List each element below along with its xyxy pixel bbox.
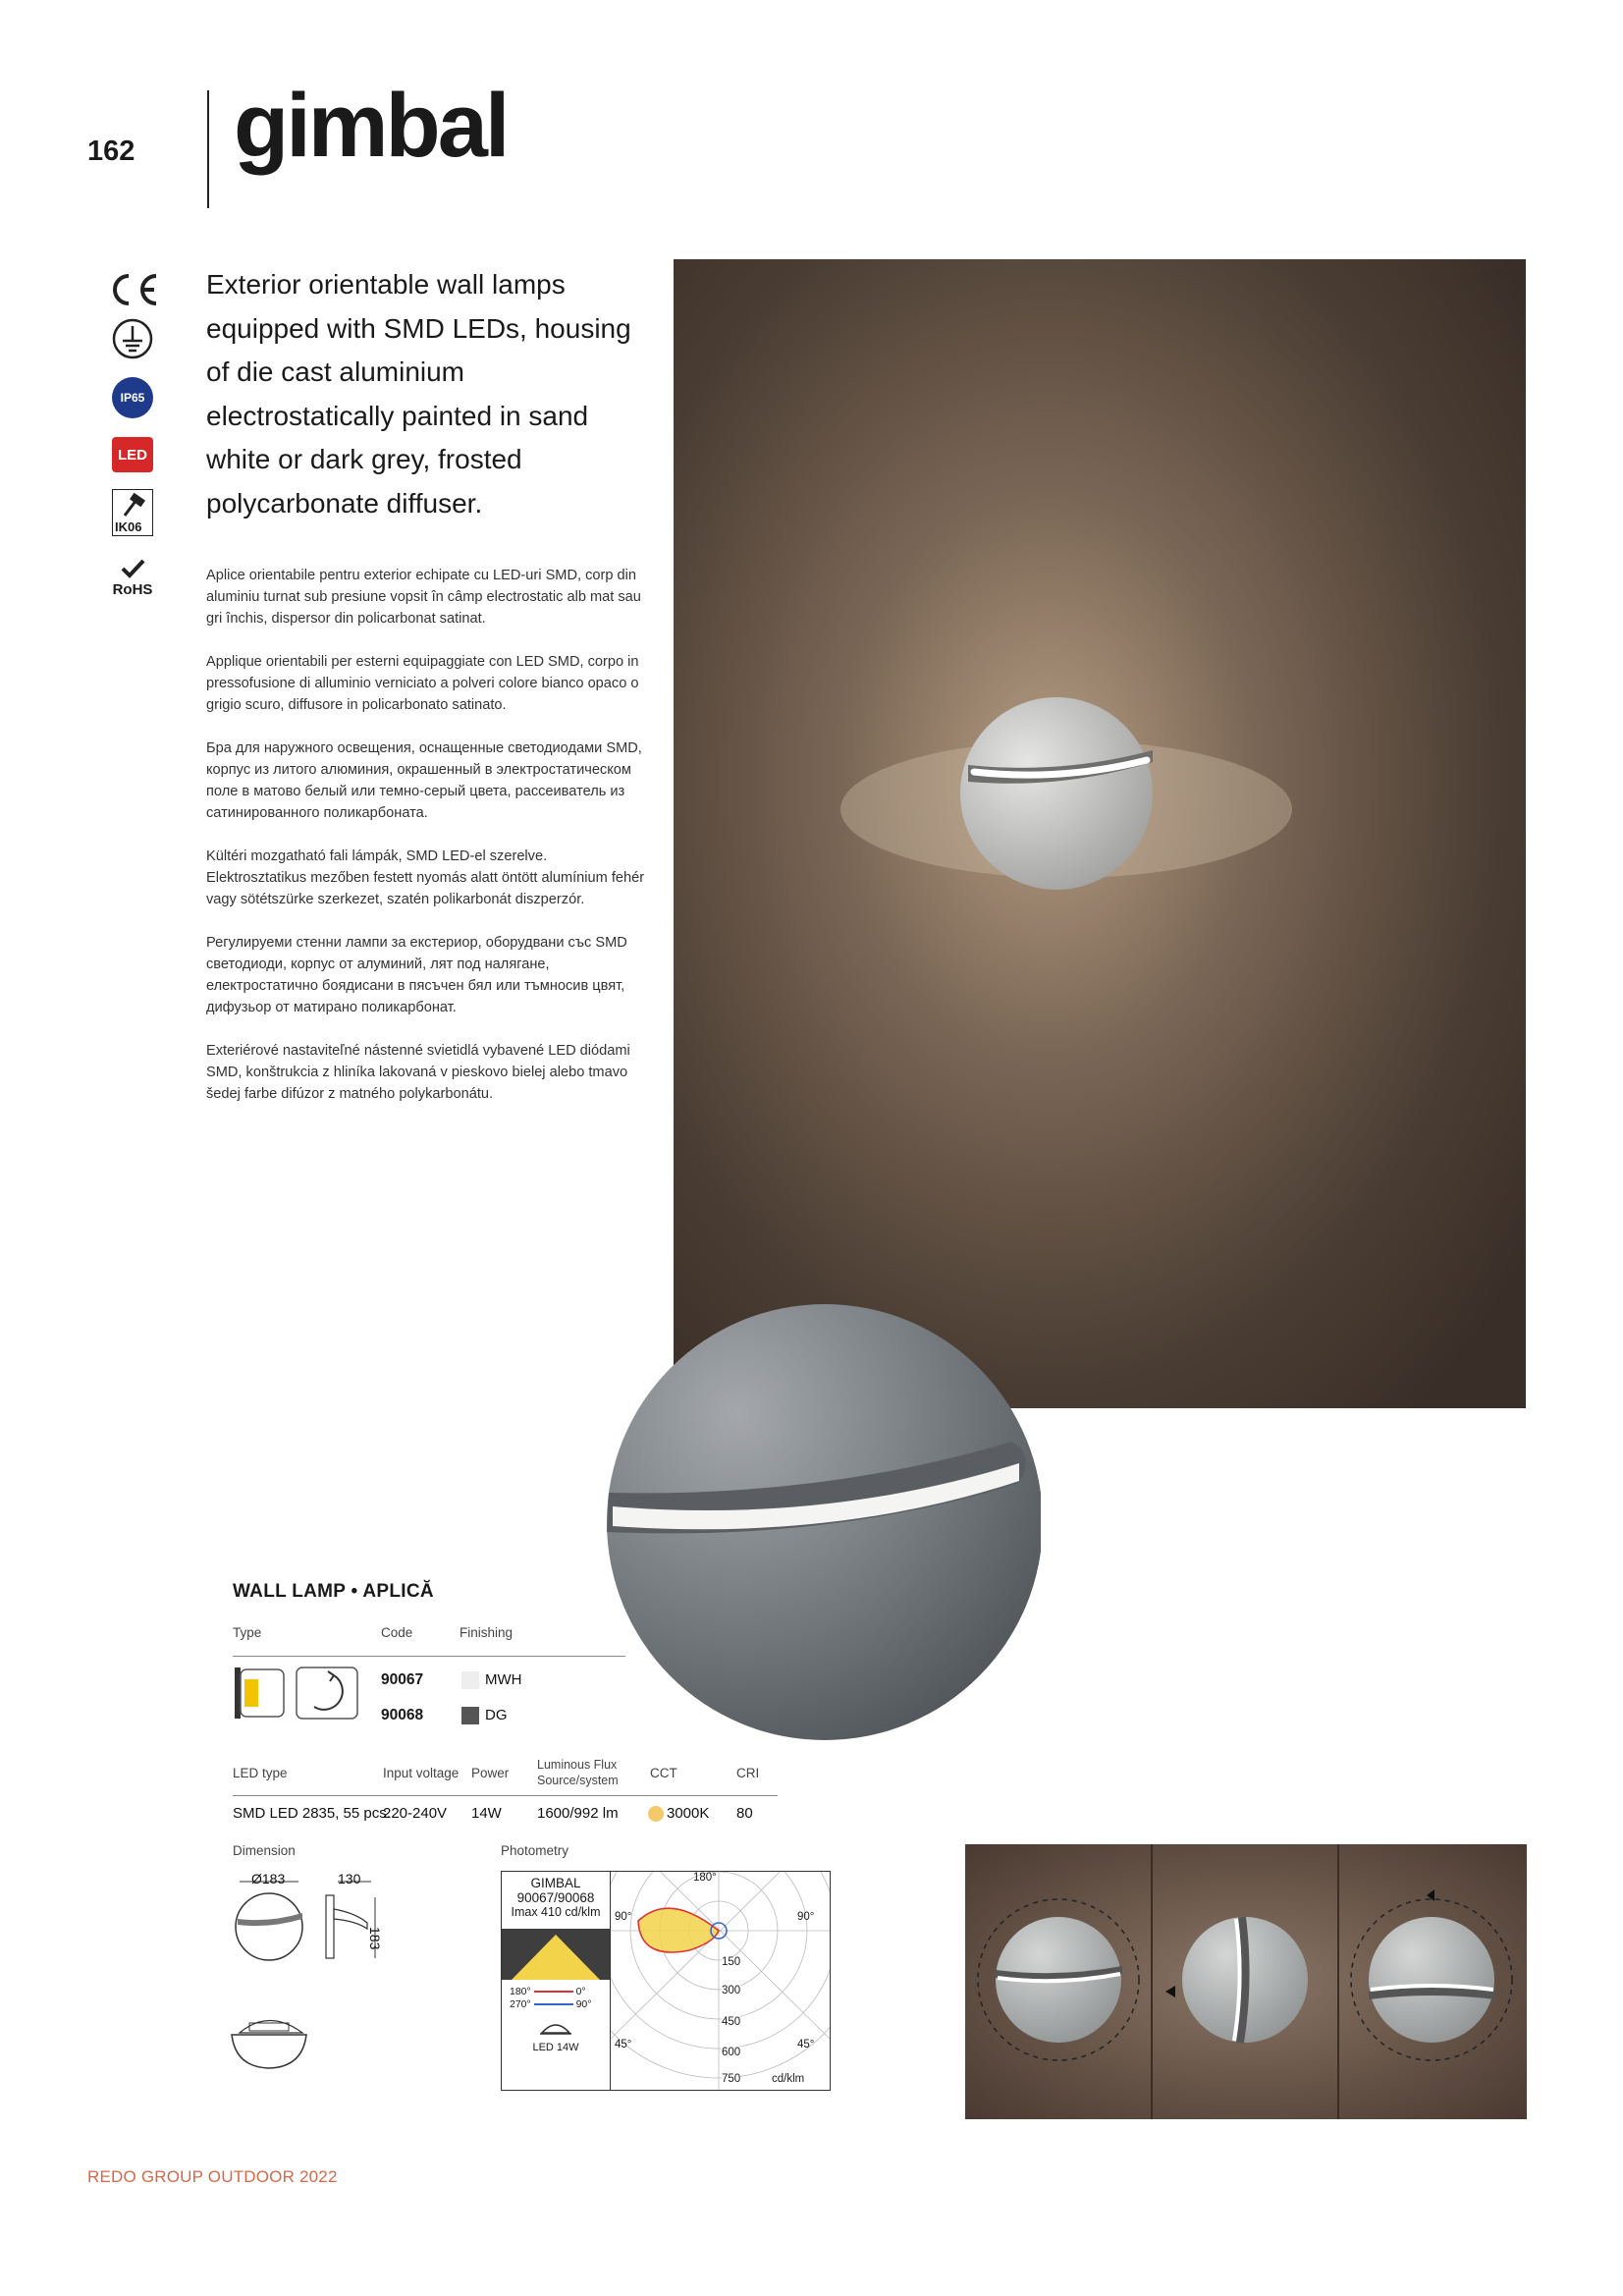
description-ru: Бра для наружного освещения, оснащенные светодиодами SMD, корпус из литого алюминия, окрашенный в электростатическом поле в матово белый или темно-серый цвета, рассеиватель из сатинированного поликарбоната. <box>206 740 642 821</box>
ring-600: 600 <box>722 2047 741 2058</box>
code-header: Code <box>381 1625 413 1640</box>
ring-450: 450 <box>722 2016 741 2028</box>
photometry-name: GIMBAL <box>530 1876 581 1890</box>
type-icon-rotate <box>295 1664 359 1727</box>
photometry-box <box>501 1871 831 2091</box>
product-code-dg: 90068 <box>381 1707 424 1723</box>
title-divider <box>207 90 209 208</box>
dimension-drawing <box>228 1866 424 2077</box>
beam-icon <box>502 1929 610 1980</box>
product-headline: Exterior orientable wall lamps equipped with SMD LEDs, housing of die cast aluminium electrostatically painted in sand white or dark grey, frosted polycarbonate diffuser. <box>206 269 631 519</box>
description-ro: Aplice orientabile pentru exterior echipate cu LED-uri SMD, corp din aluminiu turnat sub presiune vopsit în câmp electrostatic alb mat sau gri închis, dispersor din policarbonat satinat. <box>206 568 641 627</box>
angle-right: 90° <box>797 1911 815 1923</box>
spec-cct-value: 3000K <box>667 1805 710 1822</box>
description-it: Applique orientabili per esterni equipaggiate con LED SMD, corpo in pressofusione di alluminio verniciato a polveri colore bianco opaco o grigio scuro, diffusore in policarbonato satinato. <box>206 654 639 713</box>
photometry-legend <box>510 1986 610 2011</box>
angle-top: 180° <box>693 1872 717 1884</box>
spec-power: 14W <box>471 1805 502 1822</box>
photometry-info <box>502 1872 611 2090</box>
spec-led-type: SMD LED 2835, 55 pcs. <box>233 1805 391 1822</box>
downlight-icon <box>502 2017 610 2042</box>
orientation-photos <box>965 1844 1527 2119</box>
spec-header-voltage: Input voltage <box>383 1766 460 1780</box>
description-hu: Kültéri mozgatható fali lámpák, SMD LED-el szerelve. Elektrosztatikus mezőben festett nyomás alatt öntött alumínium fehér vagy sötétszürke szerkezet, szatén polikarbonát diszperzór. <box>206 848 645 907</box>
page-title: gimbal <box>234 76 508 176</box>
product-descriptions <box>206 565 648 1126</box>
earth-ground-icon <box>98 314 167 363</box>
footer-text: REDO GROUP OUTDOOR 2022 <box>87 2167 338 2186</box>
ring-300: 300 <box>722 1985 741 1996</box>
product-photo <box>550 1296 1041 1748</box>
spec-voltage: 220-240V <box>383 1805 448 1822</box>
type-icon-wall <box>233 1664 288 1727</box>
spec-flux: 1600/992 lm <box>537 1805 619 1822</box>
led-label: LED <box>112 437 153 472</box>
ring-750: 750 <box>722 2073 741 2085</box>
ce-mark-icon <box>98 265 167 314</box>
photometry-label: Photometry <box>501 1843 569 1858</box>
angle-bottom-right: 45° <box>797 2039 815 2050</box>
polar-diagram <box>611 1872 830 2090</box>
photometry-codes: 90067/90068 <box>516 1890 595 1905</box>
table-divider <box>233 1656 625 1657</box>
rohs-icon <box>98 550 167 605</box>
page-number: 162 <box>87 136 135 167</box>
photometry-imax: Imax 410 cd/klm <box>511 1905 601 1919</box>
cct-color-dot <box>648 1806 664 1822</box>
swatch-mwh <box>461 1671 479 1689</box>
ip-rating-label: IP65 <box>112 377 153 418</box>
legend-b-end: 90° <box>575 1998 592 2010</box>
description-bg: Регулируеми стенни лампи за екстериор, оборудвани със SMD светодиоди, корпус от алуминий, лят под налягане, електростатично боядисани в пясъчен бял или тъмносив цвят, дифузьор от матирано поликарбонат. <box>206 935 627 1015</box>
finish-mwh <box>461 1671 522 1689</box>
spec-header-cri: CRI <box>736 1766 760 1780</box>
dimension-height: 183 <box>367 1927 383 1950</box>
unit-label: cd/klm <box>772 2073 805 2085</box>
ip-rating-icon <box>98 373 167 422</box>
product-code-mwh: 90067 <box>381 1671 424 1688</box>
specs-divider <box>233 1795 778 1796</box>
legend-a-start: 180° <box>510 1986 531 1997</box>
finish-dg <box>461 1707 508 1724</box>
ring-150: 150 <box>722 1956 741 1968</box>
type-header: Type <box>233 1625 262 1640</box>
dimension-diameter: Ø183 <box>251 1871 286 1886</box>
spec-header-cct: CCT <box>650 1766 677 1780</box>
spec-header-power: Power <box>471 1766 510 1780</box>
spec-cri: 80 <box>736 1805 753 1822</box>
swatch-dg <box>461 1707 479 1724</box>
dimension-depth: 130 <box>338 1871 361 1886</box>
spec-header-flux: Luminous Flux <box>537 1758 618 1772</box>
photometry-source: LED 14W <box>532 2042 579 2053</box>
ambience-photo <box>674 259 1526 1408</box>
table-title: WALL LAMP • APLICĂ <box>233 1581 434 1602</box>
finishing-header: Finishing <box>460 1625 514 1640</box>
angle-left: 90° <box>615 1911 632 1923</box>
finish-mwh-label: MWH <box>485 1671 522 1688</box>
spec-header-flux-sub: Source/system <box>537 1774 619 1787</box>
dimension-label: Dimension <box>233 1843 296 1858</box>
legend-a-end: 0° <box>575 1986 586 1997</box>
spec-cct <box>648 1805 709 1822</box>
rohs-label: RoHS <box>112 580 153 598</box>
angle-bottom-left: 45° <box>615 2039 632 2050</box>
legend-b-start: 270° <box>510 1998 531 2010</box>
spec-header-led-type: LED type <box>233 1766 288 1780</box>
led-icon <box>98 430 167 479</box>
finish-dg-label: DG <box>485 1707 508 1723</box>
impact-rating-icon <box>98 481 167 544</box>
description-sk: Exteriérové nastaviteľné nástenné svietidlá vybavené LED diódami SMD, konštrukcia z hliníka lakovaná v pieskovo bielej alebo tmavo šedej farbe difúzor z matného polykarbonátu. <box>206 1043 630 1102</box>
impact-rating-label: IK06 <box>115 519 142 534</box>
